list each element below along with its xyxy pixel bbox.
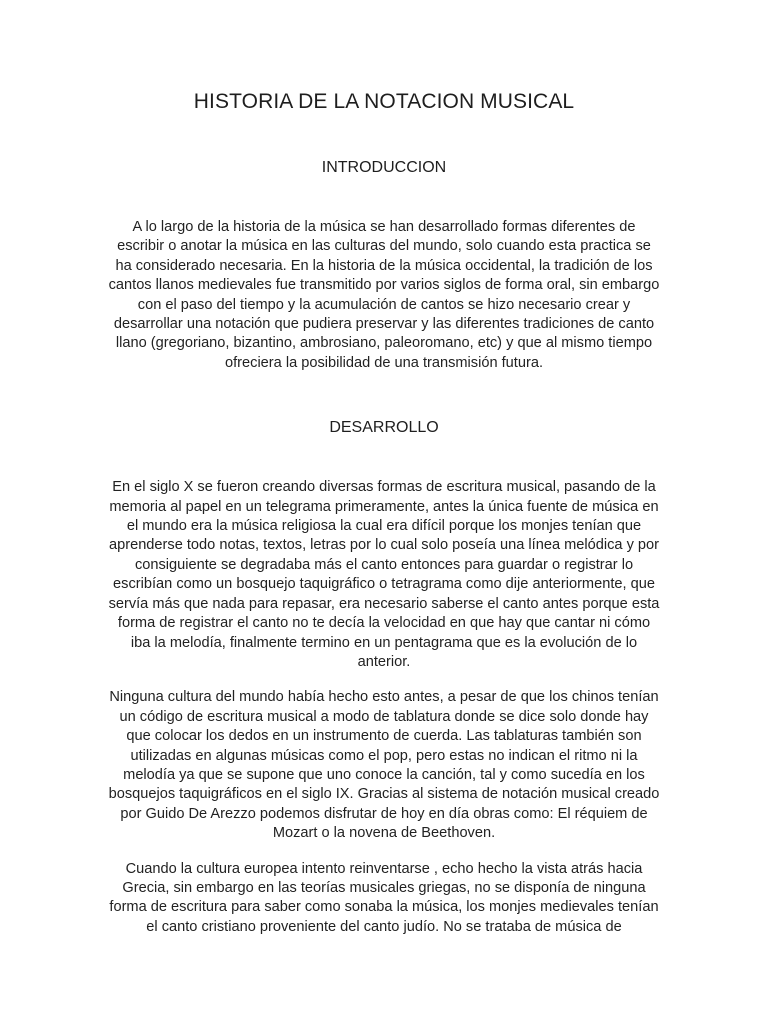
introduction-heading: INTRODUCCION: [321, 159, 447, 176]
document-title: HISTORIA DE LA NOTACION MUSICAL: [193, 90, 575, 113]
development-paragraph-2: Ninguna cultura del mundo había hecho esto antes, a pesar de que los chinos tenían un código de escritura musical a modo de tablatura donde se dice solo donde hay que colocar los dedos en un instrumento de cuerda. Las tablaturas también son utilizadas en algunas músicas como el pop, pero estas no indican el ritmo ni la melodía ya que se supone que uno conoce la canción, tal y como sucedía en los bosquejos taquigráficos en el siglo IX. Gracias al sistema de notación musical creado por Guido De Arezzo podemos disfrutar de hoy en día obras como: El réquiem de Mozart o la novena de Beethoven.: [108, 689, 660, 842]
development-heading: DESARROLLO: [329, 419, 439, 437]
introduction-paragraph: A lo largo de la historia de la música se han desarrollado formas diferentes de escribir o anotar la música en las culturas del mundo, solo cuando esta practica se ha considerado necesaria. En la historia de la música occidental, la tradición de los cantos llanos medievales fue transmitido por varios siglos de forma oral, sin embargo con el paso del tiempo y la acumulación de cantos se hizo necesario crear y desarrollar una notación que pudiera preservar y las diferentes tradiciones de canto llano (gregoriano, bizantino, ambrosiano, paleoromano, etc) y que al mismo tiempo ofreciera la posibilidad de una transmisión futura.: [108, 219, 660, 371]
development-paragraph-3: Cuando la cultura europea intento reinventarse , echo hecho la vista atrás hacia Grecia, sin embargo en las teorías musicales griegas, no se disponía de ninguna forma de escritura para saber como sonaba la música, los monjes medievales tenían el canto cristiano proveniente del canto judío. No se trataba de música de: [109, 860, 659, 935]
development-paragraph-1: En el siglo X se fueron creando diversas formas de escritura musical, pasando de la memoria al papel en un telegrama primeramente, antes la única fuente de música en el mundo era la música religiosa la cual era difícil porque los monjes tenían que aprenderse todo notas, textos, letras por lo cual solo poseía una línea melódica y por consiguiente se degradaba más el canto entonces para guardar o registrar lo escribían como un bosquejo taquigráfico o tetragrama como dije anteriormente, que servía más que nada para repasar, era necesario saberse el canto antes porque esta forma de registrar el canto no te decía la velocidad en que hay que cantar ni cómo iba la melodía, finalmente termino en un pentagrama que es la evolución de lo anterior.: [108, 479, 660, 670]
